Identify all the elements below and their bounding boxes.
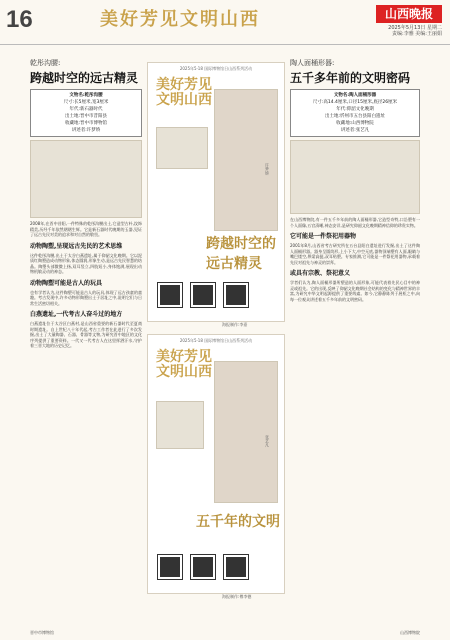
date: 2025年5月13日 星期二 [388,25,442,31]
presenter-photo [214,89,278,231]
right-article [290,58,420,628]
info-row: 出土地:晋中市昔阳县 [64,114,107,119]
left-subhead-3: 白燕遗址,一代考古人奋斗过的地方 [30,311,123,318]
right-info-box [290,89,420,137]
poster-calligraphy: 跨越时空的远古精灵 [206,236,276,272]
poster-title: 美好芳见 文明山西 [156,349,212,380]
qr-code-icon [224,555,248,579]
presenter-photo [214,361,278,503]
qr-code-icon [191,283,215,307]
poster-title: 美好芳见 文明山西 [156,77,212,108]
info-row: 尺寸:长5厘米,宽3厘米 [63,100,109,105]
qr-code-icon [158,555,182,579]
right-intro: 在山西博物院,有一件五千多年前的陶人面桶形器,它造型奇特,口沿塑有一个人面像,五官清晰,神态安详,是研究仰韶文化晚期精神信仰的珍贵实物。 [290,217,420,228]
left-para-2: 也有学者认为,这件陶塑可能是古人的玩具,体现了远古孩童的童趣。考古发现中,许多动物形陶塑出土于居址之中,说明它们与日常生活密切相关。 [30,289,142,306]
poster-zhang [147,334,285,594]
info-row: 年代:仰韶文化晚期 [336,107,374,112]
poster-head: 2025年5·18 国际博物馆日山西系列活动 [179,338,253,343]
footer-right: 山西博物院 [400,630,420,635]
qr-codes [158,283,248,311]
right-title: 五千多年前的文明密码 [290,71,411,85]
left-intro: 2008年,在晋中昔阳,一件特殊的乾彤沟腰出土,它造型古朴,纹饰精美,历经千年依然熠熠生辉。它是新石器时代晚期的玉器,见证了远古先民对美的追求和对自然的敬畏。 [30,221,142,237]
poster-credit: 海报制作:李嘉 [222,322,248,327]
presenter-name: 张艺凡 [265,435,270,447]
artifact-photo [290,140,420,214]
left-subhead-2: 动物陶塑可能是古人的玩具 [30,279,103,287]
qr-code-icon [191,555,215,579]
poster-calligraphy: 五千年的文明 [196,514,280,530]
right-para-2: 学者们认为,陶人面桶形器所塑造的人面形象,可能代表着先民心目中的神灵或祖先。它的出现,反映了仰韶文化晚期社会结构的变化与精神世界的丰富,为研究中华文明起源提供了重要线索。如今,它静静陈列于展柜之中,向每一位观众讲述着五千多年前的文明密码。 [290,280,420,302]
info-row: 收藏地:晋中市博物馆 [64,121,107,126]
info-row: 出土地:忻州市五台县阳白遗址 [324,114,385,119]
info-row: 文物名:乾彤沟腰 [69,93,103,98]
right-subhead-2: 或具有宗教、祭祀意义 [290,270,351,277]
page-number: 16 [6,6,33,33]
right-subhead-1: 它可能是一件祭祀用器物 [290,233,357,240]
footer-left: 晋中市博物馆 [30,630,54,635]
info-row: 收藏地:山西博物院 [336,121,374,126]
artifact-thumb [156,401,204,449]
info-row: 尺寸:高14.4厘米,口径15厘米,底径26厘米 [312,100,398,105]
info-row: 年代:新石器时代 [69,107,103,112]
qr-codes [158,555,248,583]
left-info-box [30,89,142,137]
section-banner: 美好芳见文明山西 [100,9,260,30]
left-kicker: 乾彤沟腰: [30,59,61,67]
dateline [388,25,442,37]
left-title: 跨越时空的远古精灵 [30,71,139,85]
qr-code-icon [158,283,182,307]
info-row: 讲述者:张艺凡 [340,128,370,133]
info-row: 讲述者:许梦娇 [71,128,101,133]
page-header [0,0,450,45]
poster-xu [147,62,285,322]
editors: 责编:李雅 美编:王丽娟 [392,31,442,37]
poster-credit: 海报制作:傅李德 [222,594,252,599]
poster-head: 2025年5·18 国际博物馆日山西系列活动 [179,66,253,71]
newspaper-logo: 山西晚报 [376,5,442,23]
artifact-thumb [156,127,208,169]
right-para-1: 2001年8月,山西省考古研究所在五台县阳白遗址进行发掘,出土了这件陶人面桶形器。器身呈圆筒形,上小下大,中空无底,器物顶端塑有人面,眼睛与嘴巴镂空,鼻梁高挺,双耳贴塑。专家推测,它可能是一件祭祀用器物,承载着先民对祖先与神灵的崇拜。 [290,243,420,265]
left-article [30,58,142,628]
presenter-name: 许梦娇 [265,163,270,175]
left-para-1: 这件乾彤沟腰,出土于太谷白燕遗址,属于仰韶文化晚期。它以泥质红陶塑造成动物形象,体态圆润,形象生动,是远古先民智慧的结晶。陶塑头部微微上扬,双耳竖立,四肢短小,身体饱满,展现出动物机敏灵动的神态。 [30,252,142,274]
info-row: 文物名:陶人面桶形器 [333,93,377,98]
artifact-photo [30,140,142,218]
right-kicker: 陶人面桶形器: [290,59,335,67]
left-subhead-1: 动物陶塑,呈现远古先民的艺术思维 [30,242,123,250]
qr-code-icon [224,283,248,307]
left-para-3: 白燕遗址位于太谷区白燕村,是山西省重要的新石器时代至夏商时期遗址。自上世纪八十年代起,考古工作者在此进行了多次发掘,出土了大量陶器、石器、骨器等文物,为研究晋中地区的文化序列提供了重要资料。一代又一代考古人在这里挥洒汗水,守护着三晋大地的历史记忆。 [30,321,142,348]
